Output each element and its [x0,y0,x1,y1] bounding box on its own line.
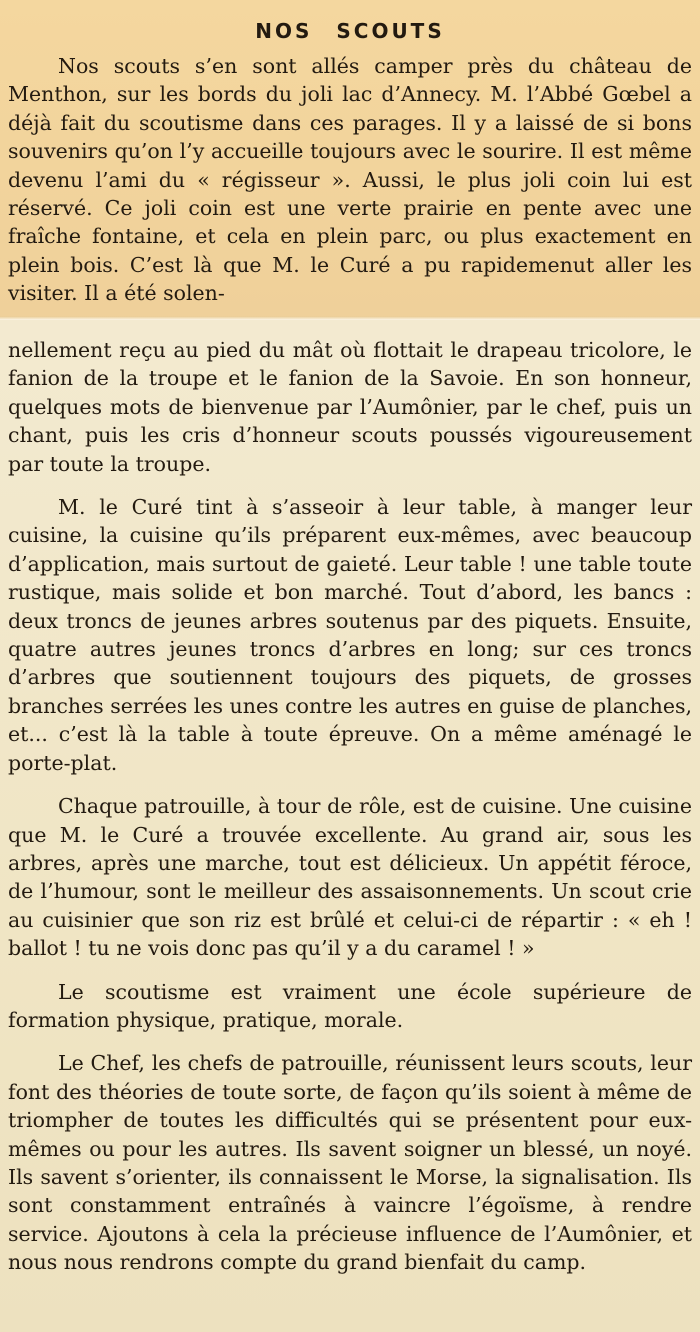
clipping-bottom-panel [0,320,700,1332]
article-title: NOS SCOUTS [255,19,445,43]
clipping-top-panel [0,0,700,318]
paragraph-2: nellement reçu au pied du mât où flottait le drapeau tricolore, le fanion de la troupe et le fanion de la Savoie. En son honneur, quelques mots de bienvenue par l’Aumônier, par le chef, puis un chant, puis les cris d’honneur scouts poussés vigoureusement par toute la troupe. [8,338,692,476]
paragraph-1: Nos scouts s’en sont allés camper près du château de Menthon, sur les bords du joli lac d’Annecy. M. l’Abbé Gœbel a déjà fait du scoutisme dans ces parages. Il y a laissé de si bons souvenirs qu’on l’y accueille toujours avec le sourire. Il est même devenu l’ami du « régisseur ». Aussi, le plus joli coin lui est réservé. Ce joli coin est une verte prairie en pente avec une fraîche fontaine, et cela en plein parc, ou plus exactement en plein bois. C’est là que M. le Curé a pu rapidemenut aller les visiter. Il a été solen- [8,54,692,306]
paragraph-5: Le scoutisme est vraiment une école supérieure de formation physique, pratique, morale. [8,979,692,1032]
paragraph-3: M. le Curé tint à s’asseoir à leur table, à manger leur cuisine, la cuisine qu’ils préparent eux-mêmes, avec beaucoup d’application, mais surtout de gaieté. Leur table ! une table toute rustique, mais solide et bon marché. Tout d’abord, les bancs : deux troncs de jeunes arbres soutenus par des piquets. Ensuite, quatre autres jeunes troncs d’arbres en long; sur ces troncs d’arbres que soutiennent toujours des piquets, de grosses branches serrées les unes contre les autres en guise de planches, et... c’est là la table à toute épreuve. On a même aménagé le porte-plat. [8,495,692,775]
paragraph-4: Chaque patrouille, à tour de rôle, est de cuisine. Une cuisine que M. le Curé a trouvée excellente. Au grand air, sous les arbres, après une marche, tout est délicieux. Un appétit féroce, de l’humour, sont le meilleur des assaisonnements. Un scout crie au cuisinier que son riz est brûlé et celui-ci de répartir : « eh ! ballot ! tu ne vois donc pas qu’il y a du caramel ! » [8,794,692,961]
paragraph-6: Le Chef, les chefs de patrouille, réunissent leurs scouts, leur font des théories de toute sorte, de façon qu’ils soient à même de triompher de toutes les difficultés qui se présentent pour eux-mêmes ou pour les autres. Ils savent soigner un blessé, un noyé. Ils savent s’orienter, ils connaissent le Morse, la signalisation. Ils sont constamment entraînés à vaincre l’égoïsme, à rendre service. Ajoutons à cela la précieuse influence de l’Aumônier, et nous nous rendrons compte du grand bienfait du camp. [8,1051,692,1275]
